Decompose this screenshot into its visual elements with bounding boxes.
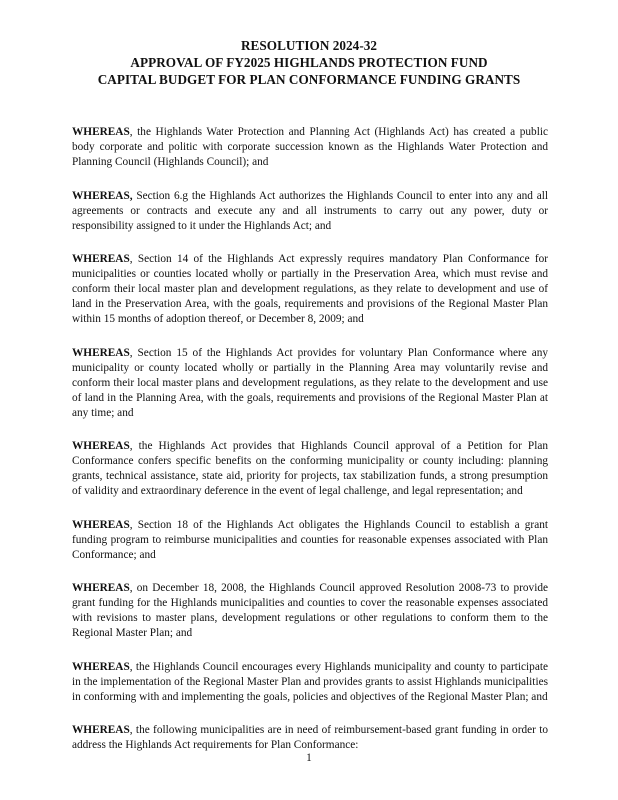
whereas-lead: WHEREAS <box>72 253 130 265</box>
resolution-title-line-2: APPROVAL OF FY2025 HIGHLANDS PROTECTION FUND <box>130 55 488 70</box>
resolution-title-line-3: CAPITAL BUDGET FOR PLAN CONFORMANCE FUNDING GRANTS <box>97 72 521 87</box>
whereas-lead: WHEREAS <box>72 346 130 359</box>
whereas-paragraph-3 <box>72 252 548 327</box>
paragraph-text: , on December 18, 2008, the Highlands Council approved Resolution 2008-73 to provide grant funding for the Highlands municipalities and counties to cover the reasonable expenses associated with revisions to master plans, development regulations or other regulations to conform them to the Regional Master Plan; and <box>72 582 548 639</box>
whereas-lead: WHEREAS <box>72 126 130 138</box>
whereas-paragraph-8 <box>72 660 548 705</box>
whereas-paragraph-9 <box>72 723 548 753</box>
resolution-body <box>72 125 548 772</box>
whereas-paragraph-5 <box>72 439 548 499</box>
paragraph-text: , the Highlands Water Protection and Planning Act (Highlands Act) has created a public body corporate and politic with corporate succession known as the Highlands Water Protection and Planning Council (Highlands Council); and <box>72 126 548 168</box>
whereas-lead: WHEREAS, <box>72 189 133 202</box>
whereas-lead: WHEREAS <box>72 518 130 531</box>
paragraph-text: , Section 14 of the Highlands Act expressly requires mandatory Plan Conformance for municipalities or counties located wholly or partially in the Preservation Area, which must revise and conform their local master plan and development regulations, as they relate to development and use of land in the Preservation Area, with the goals, requirements and provisions of the Regional Master Plan within 15 months of adoption thereof, or December 8, 2009; and <box>72 253 548 325</box>
whereas-lead: WHEREAS <box>72 582 130 594</box>
whereas-paragraph-6 <box>72 518 548 563</box>
resolution-number: RESOLUTION 2024-32 <box>240 38 378 53</box>
paragraph-text: , Section 15 of the Highlands Act provides for voluntary Plan Conformance where any municipality or county located wholly or partially in the Planning Area may voluntarily revise and conform their local master plans and development regulations, as they relate to the development and use of land in the Planning Area, with the goals, requirements and provisions of the Regional Master Plan at any time; and <box>72 346 548 419</box>
whereas-paragraph-2 <box>72 189 548 234</box>
page-number: 1 <box>306 752 312 764</box>
paragraph-text: , Section 18 of the Highlands Act obligates the Highlands Council to establish a grant funding program to reimburse municipalities and counties for reasonable expenses associated with Plan Conformance; and <box>72 518 548 561</box>
whereas-lead: WHEREAS <box>72 724 130 736</box>
resolution-title <box>0 37 618 88</box>
whereas-lead: WHEREAS <box>72 660 130 673</box>
whereas-paragraph-1 <box>72 125 548 170</box>
whereas-lead: WHEREAS <box>72 440 130 452</box>
paragraph-text: , the Highlands Act provides that Highlands Council approval of a Petition for Plan Conformance confers specific benefits on the conforming municipality or county including: planning grants, technical assistance, state aid, priority for projects, tax stabilization funds, a strong presumption of validity and extraordinary deference in the event of legal challenge, and legal representation; and <box>72 440 548 497</box>
paragraph-text: , the following municipalities are in need of reimbursement-based grant funding in order to address the Highlands Act requirements for Plan Conformance: <box>72 724 548 751</box>
paragraph-text: , the Highlands Council encourages every Highlands municipality and county to participate in the implementation of the Regional Master Plan and provides grants to assist Highlands municipalities in conforming with and implementing the goals, policies and objectives of the Regional Master Plan; and <box>72 660 548 703</box>
paragraph-text: Section 6.g the Highlands Act authorizes the Highlands Council to enter into any and all agreements or contracts and execute any and all instruments to carry out any power, duty or responsibility assigned to it under the Highlands Act; and <box>72 189 548 232</box>
whereas-paragraph-7 <box>72 581 548 641</box>
whereas-paragraph-4 <box>72 346 548 421</box>
